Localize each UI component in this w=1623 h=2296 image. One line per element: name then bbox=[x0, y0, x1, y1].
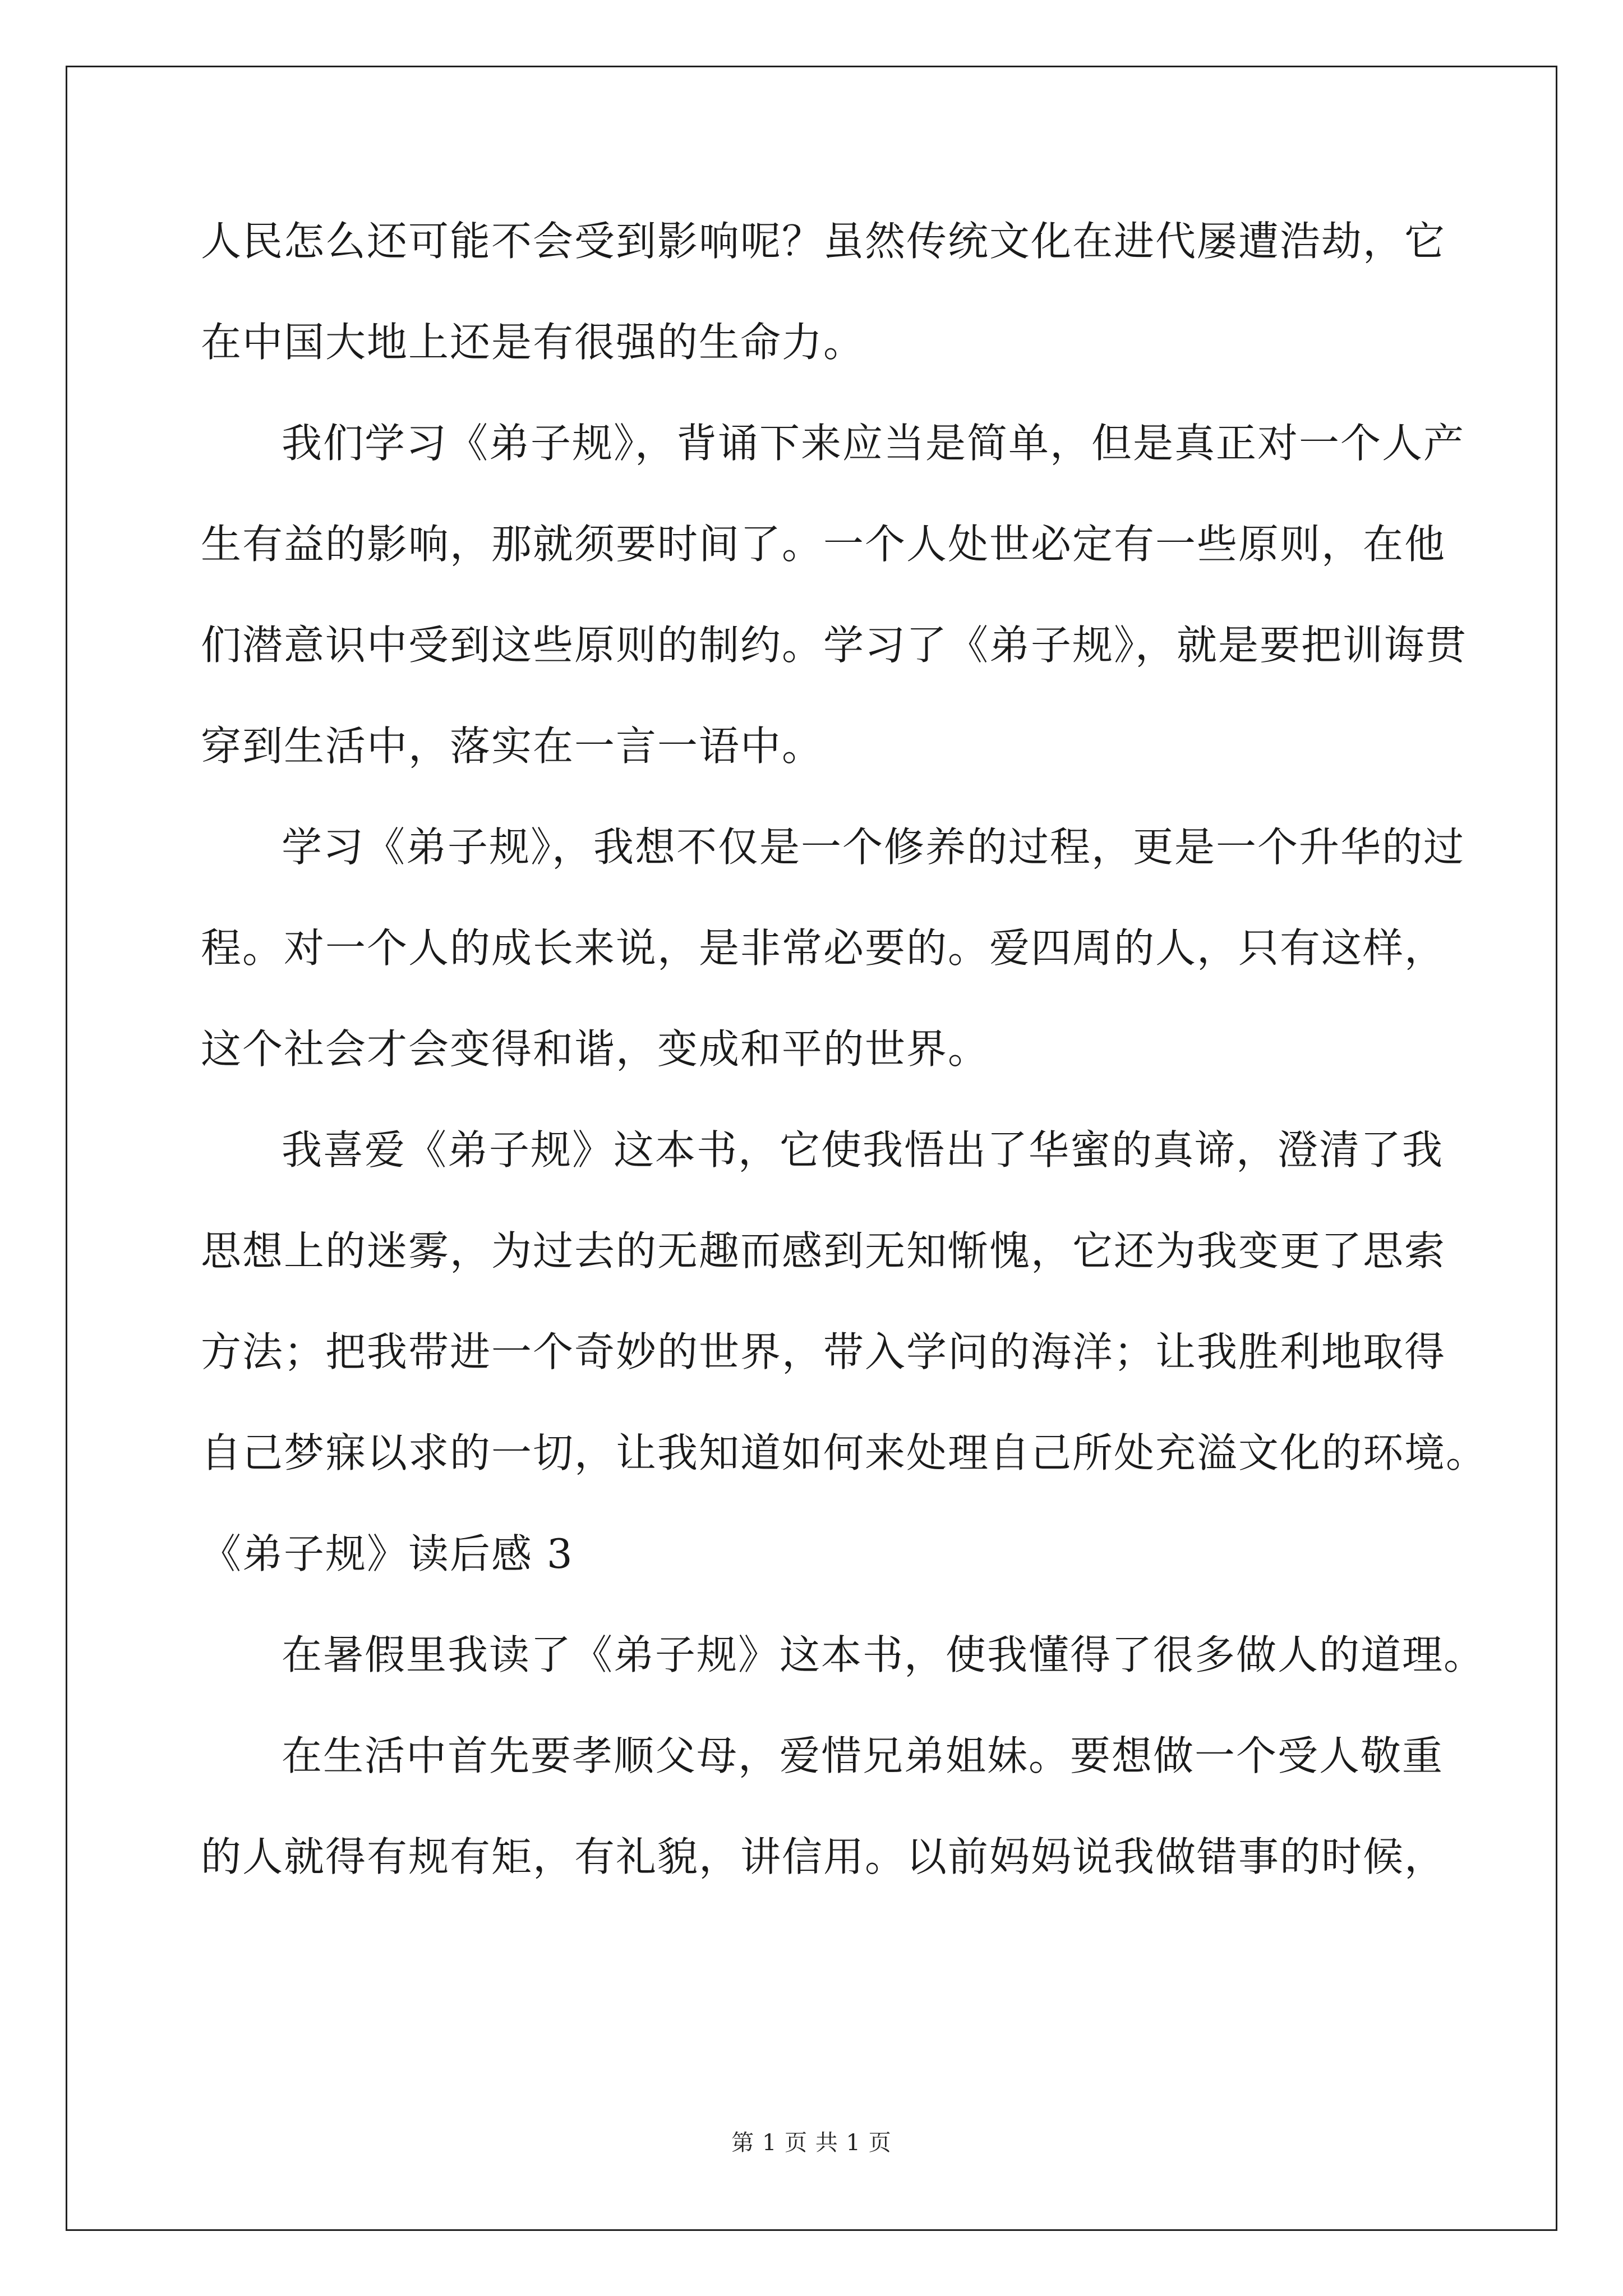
text-line: 人民怎么还可能不会受到影响呢？虽然传统文化在进代屡遭浩劫，它 bbox=[201, 218, 1446, 265]
text-line: 方法；把我带进一个奇妙的世界，带入学问的海洋；让我胜利地取得 bbox=[201, 1328, 1446, 1375]
text-line: 这个社会才会变得和谐，变成和平的世界。 bbox=[201, 1025, 990, 1073]
paragraph-start-line: 学习《弟子规》，我想不仅是一个修养的过程，更是一个升华的过 bbox=[282, 823, 1465, 871]
paragraph-start-line: 我们学习《弟子规》，背诵下来应当是简单，但是真正对一个人产 bbox=[282, 420, 1465, 467]
text-line: 自己梦寐以求的一切，让我知道如何来处理自己所处充溢文化的环境。 bbox=[201, 1429, 1488, 1476]
page-footer: 第 1 页 共 1 页 bbox=[731, 2130, 892, 2156]
text-line: 在中国大地上还是有很强的生命力。 bbox=[201, 319, 865, 366]
text-line: 的人就得有规有矩，有礼貌，讲信用。以前妈妈说我做错事的时候， bbox=[201, 1833, 1446, 1880]
text-line: 穿到生活中，落实在一言一语中。 bbox=[201, 723, 824, 770]
paragraph-start-line: 我喜爱《弟子规》这本书，它使我悟出了华蜜的真谛，澄清了我 bbox=[282, 1126, 1444, 1174]
section-heading: 《弟子规》读后感 3 bbox=[201, 1530, 574, 1577]
text-line: 生有益的影响，那就须要时间了。一个人处世必定有一些原则，在他 bbox=[201, 521, 1446, 568]
text-line: 思想上的迷雾，为过去的无趣而感到无知惭愧，它还为我变更了思索 bbox=[201, 1227, 1446, 1274]
paragraph-start-line: 在生活中首先要孝顺父母，爱惜兄弟姐妹。要想做一个受人敬重 bbox=[282, 1732, 1444, 1779]
text-line: 程。对一个人的成长来说，是非常必要的。爱四周的人，只有这样， bbox=[201, 924, 1446, 972]
paragraph-start-line: 在暑假里我读了《弟子规》这本书，使我懂得了很多做人的道理。 bbox=[282, 1631, 1486, 1678]
text-line: 们潜意识中受到这些原则的制约。学习了《弟子规》，就是要把训诲贯 bbox=[201, 622, 1468, 669]
